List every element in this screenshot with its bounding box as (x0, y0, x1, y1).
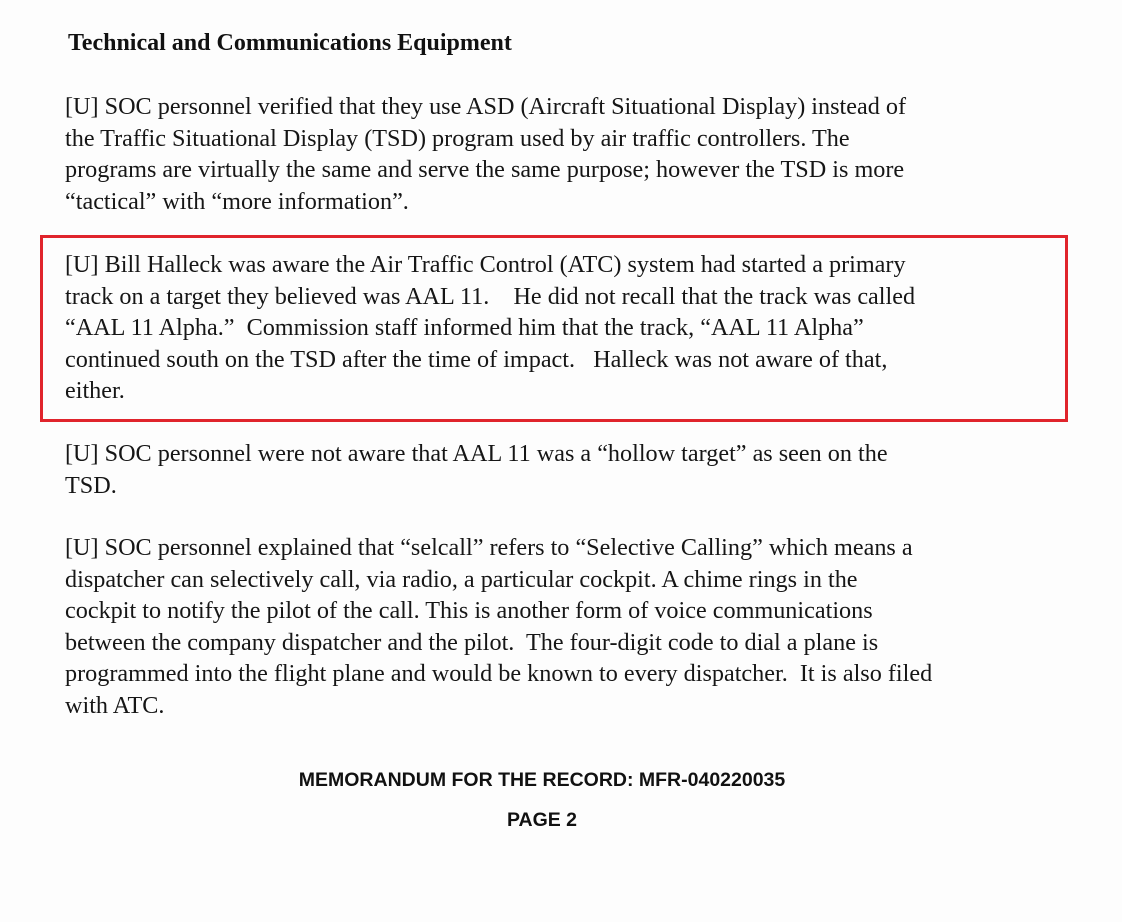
page-number: PAGE 2 (506, 809, 578, 831)
text-line: [U] SOC personnel verified that they use ASD (Aircraft Situational Display) instead of (65, 93, 906, 120)
text-line: cockpit to notify the pilot of the call. This is another form of voice communications (65, 597, 873, 625)
paragraph-selcall (65, 532, 932, 722)
text-line: programmed into the flight plane and would be known to every dispatcher. It is also filed (65, 660, 933, 688)
text-line: [U] SOC personnel explained that “selcall” refers to “Selective Calling” which means a (65, 534, 913, 561)
text-line: “AAL 11 Alpha.” Commission staff informed him that the track, “AAL 11 Alpha” (65, 314, 864, 342)
text-line: [U] Bill Halleck was aware the Air Traffic Control (ATC) system had started a primary (65, 251, 906, 278)
paragraph-asd-tsd (65, 91, 906, 217)
text-line: [U] SOC personnel were not aware that AAL 11 was a “hollow target” as seen on the (65, 440, 888, 467)
text-line: TSD. (65, 471, 117, 499)
text-line: the Traffic Situational Display (TSD) program used by air traffic controllers. The (65, 124, 850, 152)
text-line: with ATC. (65, 691, 165, 719)
memo-footer: MEMORANDUM FOR THE RECORD: MFR-040220035 (298, 769, 786, 791)
text-line: continued south on the TSD after the time of impact. Halleck was not aware of that, (65, 345, 888, 373)
paragraph-hollow-target (65, 438, 888, 501)
section-heading: Technical and Communications Equipment (68, 30, 512, 56)
text-line: dispatcher can selectively call, via radio, a particular cockpit. A chime rings in the (65, 565, 858, 593)
paragraph-halleck-highlighted (65, 249, 915, 407)
text-line: between the company dispatcher and the pilot. The four-digit code to dial a plane is (65, 628, 879, 656)
text-line: track on a target they believed was AAL 11. He did not recall that the track was called (65, 282, 916, 310)
text-line: either. (65, 377, 125, 405)
text-line: “tactical” with “more information”. (65, 187, 409, 215)
text-line: programs are virtually the same and serve the same purpose; however the TSD is more (65, 156, 905, 184)
